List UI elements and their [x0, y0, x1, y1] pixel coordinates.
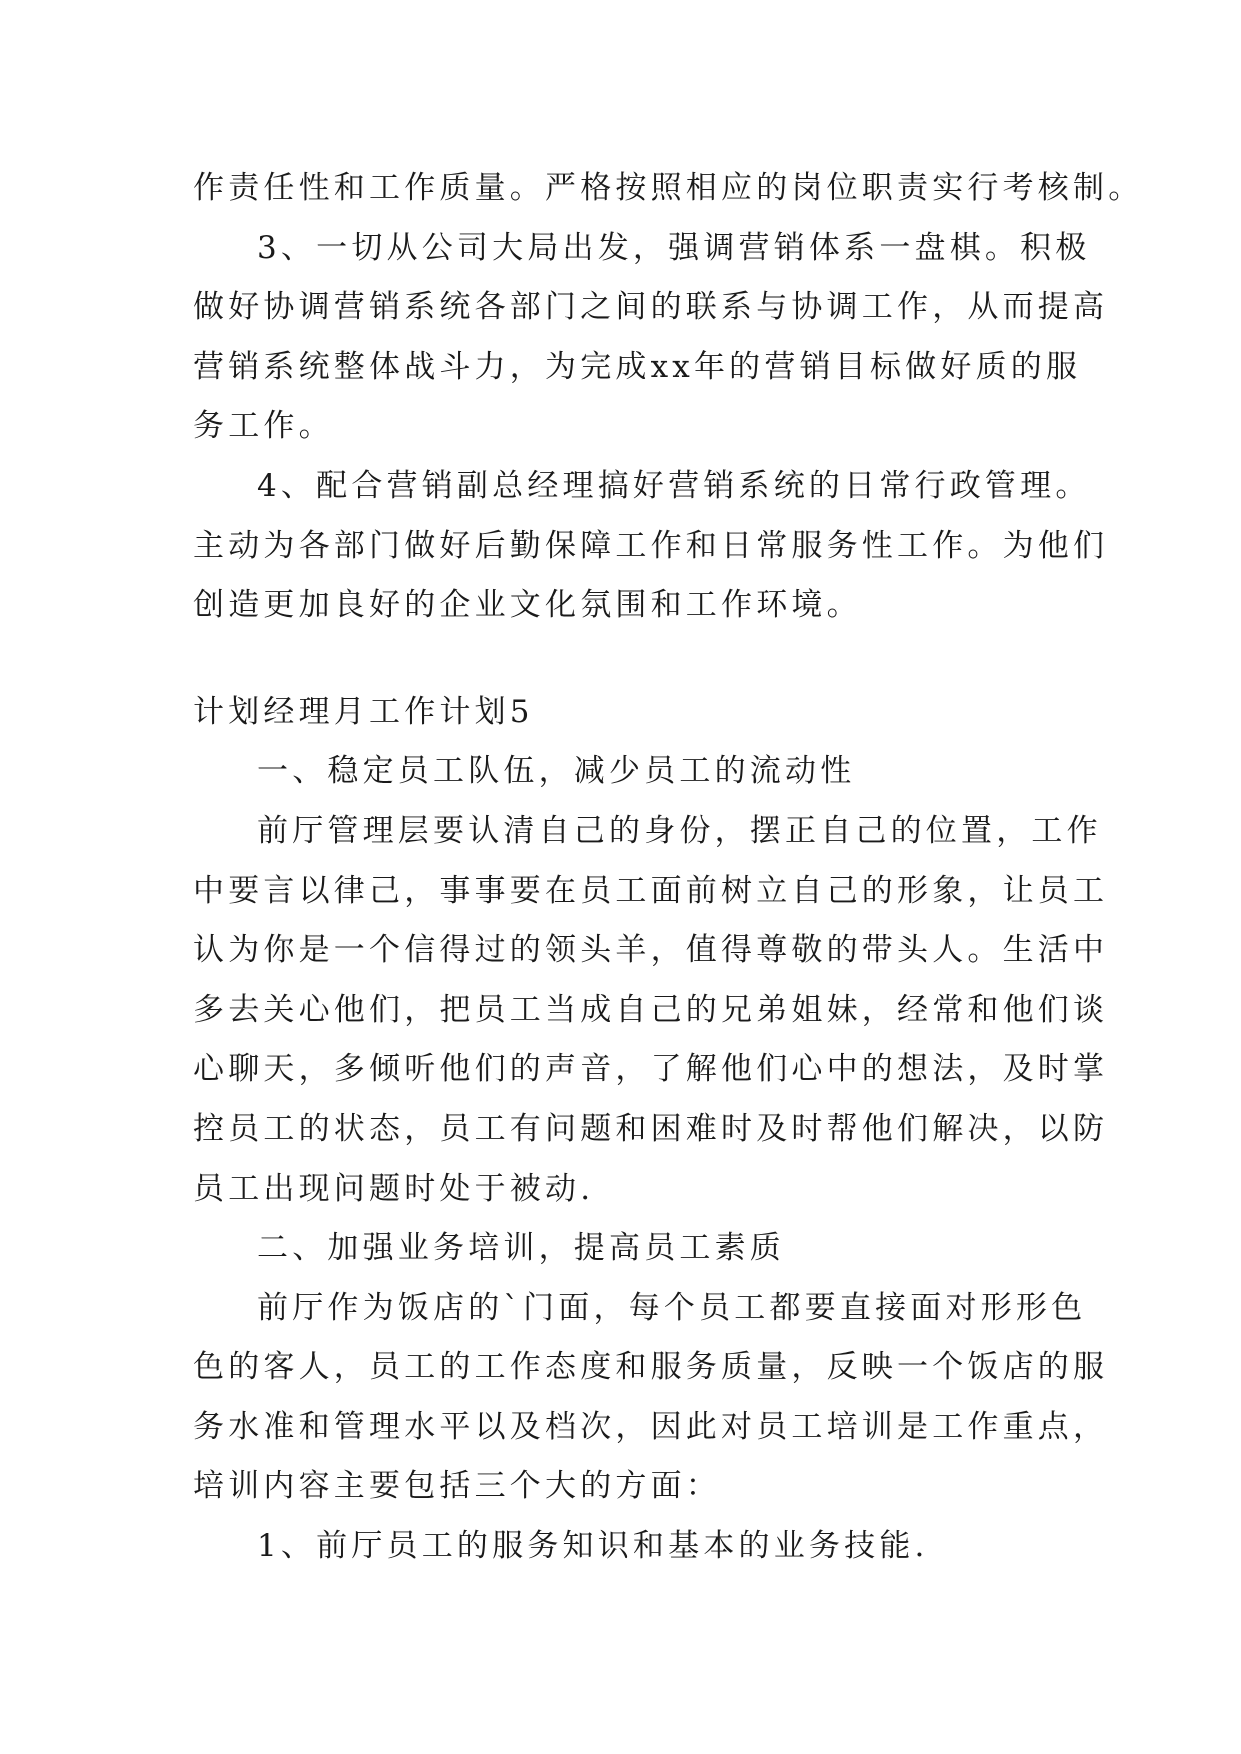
text-line: 1、前厅员工的服务知识和基本的业务技能.: [257, 1528, 929, 1565]
section-heading: 计划经理月工作计划5: [193, 693, 534, 730]
text-line: 营销系统整体战斗力，为完成xx年的营销目标做好质的服: [193, 348, 1082, 385]
text-line: 一、稳定员工队伍，减少员工的流动性: [257, 753, 856, 790]
text-line: 前厅作为饭店的`门面，每个员工都要直接面对形形色: [257, 1289, 1087, 1326]
text-line: 4、配合营销副总经理搞好营销系统的日常行政管理。: [257, 467, 1091, 504]
text-line: 前厅管理层要认清自己的身份，摆正自己的位置，工作: [257, 812, 1102, 849]
text-line: 作责任性和工作质量。严格按照相应的岗位职责实行考核制。: [193, 170, 1144, 206]
section-gap: [193, 636, 1093, 683]
text-line: 认为你是一个信得过的领头羊，值得尊敬的带头人。生活中: [193, 932, 1109, 969]
text-line: 培训内容主要包括三个大的方面：: [193, 1468, 721, 1505]
text-line: 做好协调营销系统各部门之间的联系与协调工作，从而提高: [193, 289, 1109, 326]
text-line: 中要言以律己，事事要在员工面前树立自己的形象，让员工: [193, 872, 1109, 909]
text-line: 心聊天，多倾听他们的声音，了解他们心中的想法，及时掌: [193, 1051, 1109, 1088]
text-line: 色的客人，员工的工作态度和服务质量，反映一个饭店的服: [193, 1349, 1109, 1386]
text-line: 主动为各部门做好后勤保障工作和日常服务性工作。为他们: [193, 527, 1109, 564]
text-line: 二、加强业务培训，提高员工素质: [257, 1230, 785, 1267]
text-line: 创造更加良好的企业文化氛围和工作环境。: [193, 587, 862, 624]
text-line: 员工出现问题时处于被动.: [193, 1170, 595, 1207]
text-line: 多去关心他们，把员工当成自己的兄弟姐妹，经常和他们谈: [193, 991, 1109, 1028]
document-body: [193, 159, 1144, 1577]
text-line: 3、一切从公司大局出发，强调营销体系一盘棋。积极: [257, 229, 1091, 266]
text-line: 务工作。: [193, 408, 334, 445]
text-line: 务水准和管理水平以及档次，因此对员工培训是工作重点，: [193, 1408, 1109, 1445]
text-line: 控员工的状态，员工有问题和困难时及时帮他们解决，以防: [193, 1110, 1109, 1147]
